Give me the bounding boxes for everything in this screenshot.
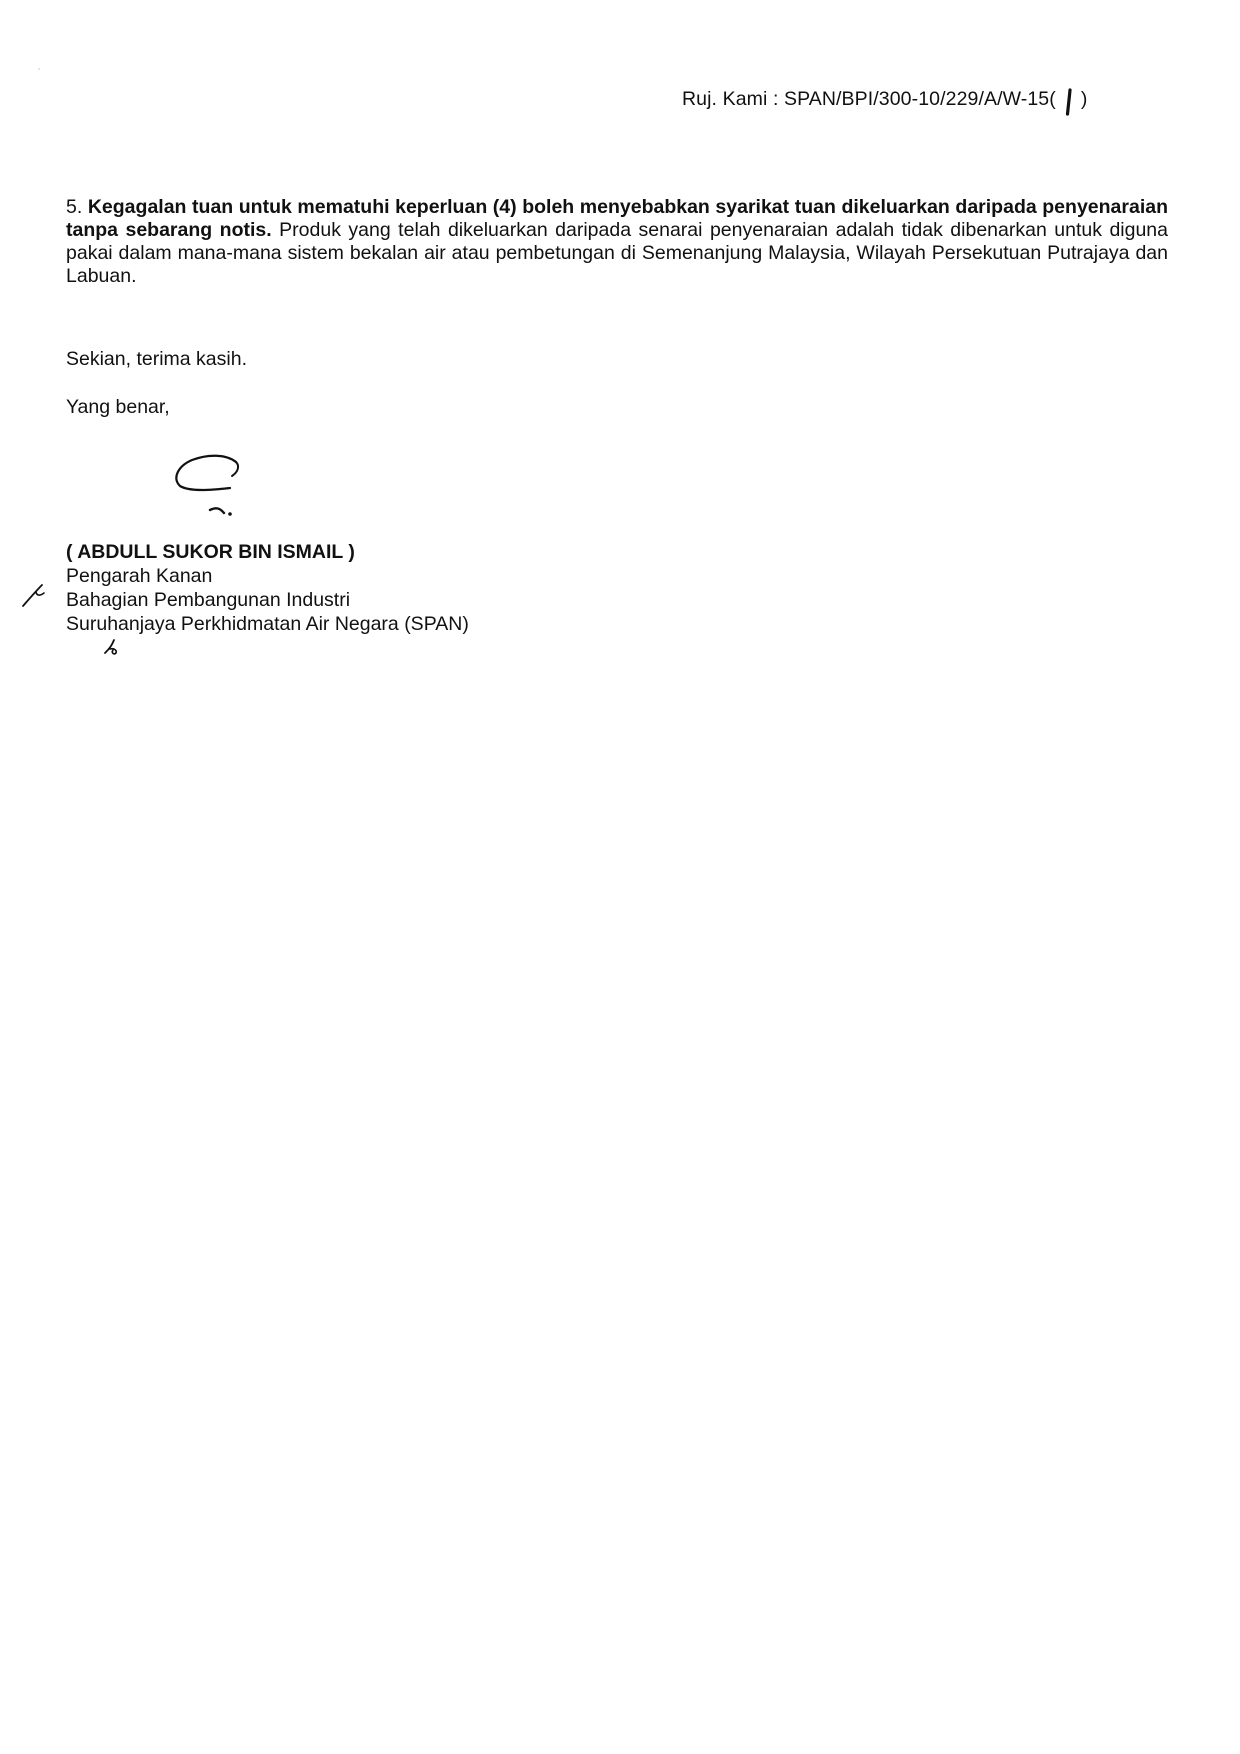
reference-line [682, 88, 1088, 111]
closing-sign-off: Yang benar, [66, 396, 170, 418]
handwritten-initial-mark [20, 582, 50, 616]
paragraph-number: 5. [66, 196, 83, 218]
signature-image [168, 450, 248, 526]
closing-thanks: Sekian, terima kasih. [66, 348, 247, 370]
signatory-title: Pengarah Kanan [66, 565, 213, 587]
scan-speck [38, 68, 40, 70]
paragraph-bold-text: Kegagalan tuan untuk mematuhi keperluan (4) boleh menyebabkan syarikat tuan dikeluarkan daripada penyenaraian tanpa sebarang notis. [66, 196, 1168, 241]
signatory-division: Bahagian Pembangunan Industri [66, 589, 351, 611]
reference-close-paren: ) [1080, 88, 1088, 110]
paragraph-5 [66, 196, 1168, 288]
signatory-organization: Suruhanjaya Perkhidmatan Air Negara (SPAN) [66, 613, 469, 635]
paragraph-body-text: Produk yang telah dikeluarkan daripada senarai penyenaraian adalah tidak dibenarkan untuk diguna pakai dalam mana-mana sistem bekalan air atau pembetungan di Semenanjung Malaysia, Wilayah Persekutuan Putrajaya dan Labuan. [66, 219, 1169, 287]
signatory-name: ( ABDULL SUKOR BIN ISMAIL ) [66, 541, 355, 563]
handwritten-tick-mark [102, 637, 124, 663]
reference-text: Ruj. Kami : SPAN/BPI/300-10/229/A/W-15( [682, 88, 1056, 110]
signature-block [66, 540, 469, 636]
